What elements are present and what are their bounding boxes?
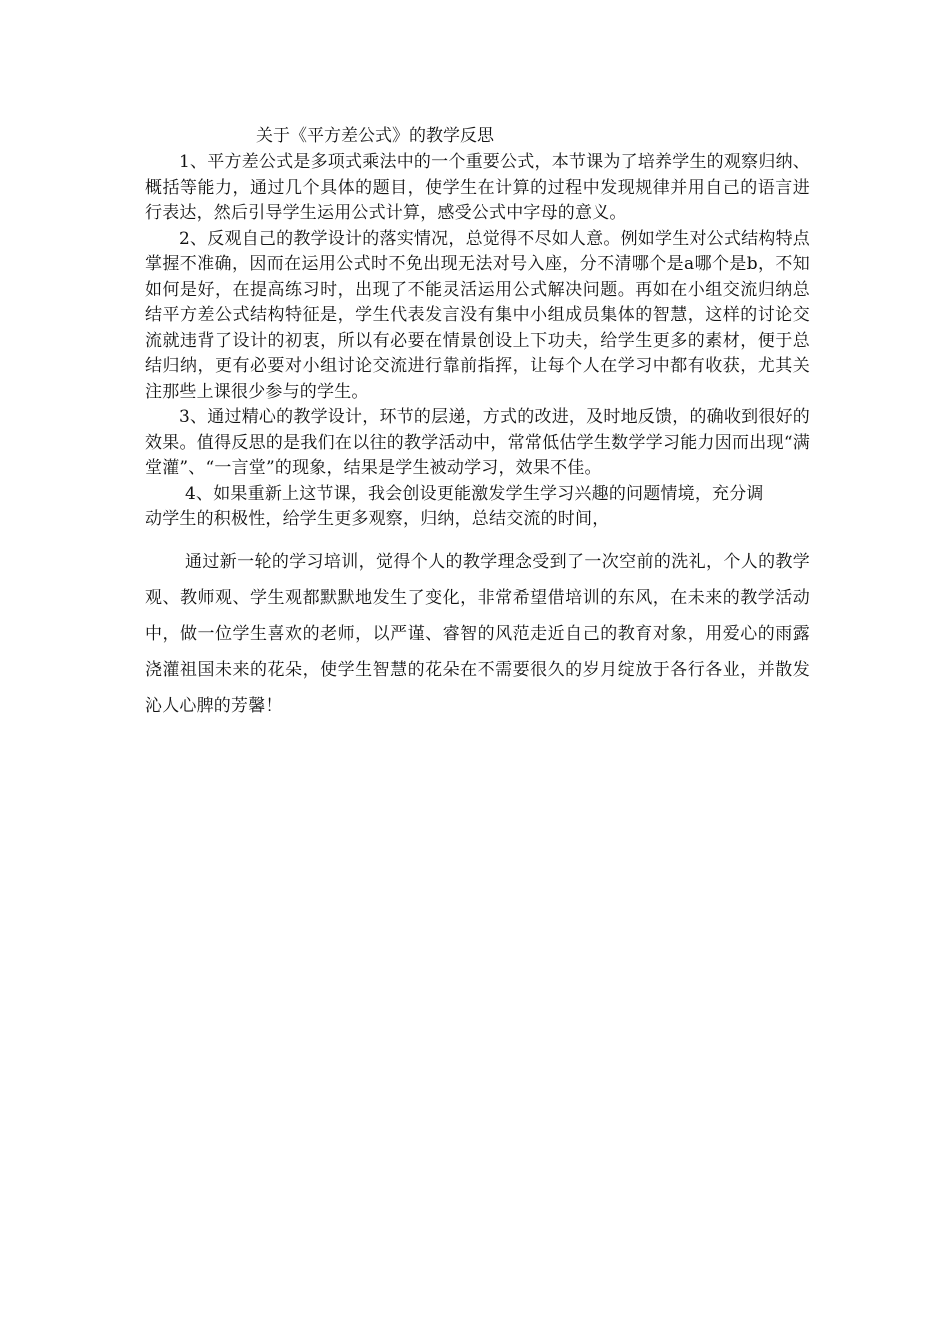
paragraph-4-continuation-block [145, 502, 810, 537]
closing-paragraph: 通过新一轮的学习培训，觉得个人的教学理念受到了一次空前的洗礼，个人的教学观、教师观、学生观都默默地发生了变化，非常希望借培训的东风，在未来的教学活动中，做一位学生喜欢的老师，以严谨、睿智的风范走近自己的教育对象，用爱心的雨露浇灌祖国未来的花朵，使学生智慧的花朵在不需要很久的岁月绽放于各行各业，并散发沁人心脾的芳馨！ [145, 552, 810, 716]
closing-block [145, 544, 810, 724]
paragraph-3: 3、通过精心的教学设计，环节的层递，方式的改进，及时地反馈，的确收到很好的效果。值得反思的是我们在以往的教学活动中，常常低估学生数学学习能力因而出现“满堂灌”、“一言堂”的现象，结果是学生被动学习，效果不佳。 [145, 407, 810, 478]
paragraph-4: 4、如果重新上这节课，我会创设更能激发学生学习兴趣的问题情境，充分调 [185, 483, 764, 504]
paragraph-4-continuation: 动学生的积极性，给学生更多观察，归纳，总结交流的时间， [145, 509, 610, 529]
paragraph-2: 2、反观自己的教学设计的落实情况，总觉得不尽如人意。例如学生对公式结构特点掌握不准确，因而在运用公式时不免出现无法对号入座，分不清哪个是a哪个是b，不知如何是好，在提高练习时，出现了不能灵活运用公式解决问题。再如在小组交流归纳总结平方差公式结构特征是，学生代表发言没有集中小组成员集体的智慧，这样的讨论交流就违背了设计的初衷，所以有必要在情景创设上下功夫，给学生更多的素材，便于总结归纳，更有必要对小组讨论交流进行靠前指挥，让每个人在学习中都有收获，尤其关注那些上课很少参与的学生。 [145, 228, 810, 402]
paragraph-1: 1、平方差公式是多项式乘法中的一个重要公式，本节课为了培养学生的观察归纳、概括等能力，通过几个具体的题目，使学生在计算的过程中发现规律并用自己的语言进行表达，然后引导学生运用公式计算，感受公式中字母的意义。 [145, 152, 810, 223]
reflection-points [145, 150, 810, 507]
document-title: 关于《平方差公式》的教学反思 [256, 126, 494, 146]
